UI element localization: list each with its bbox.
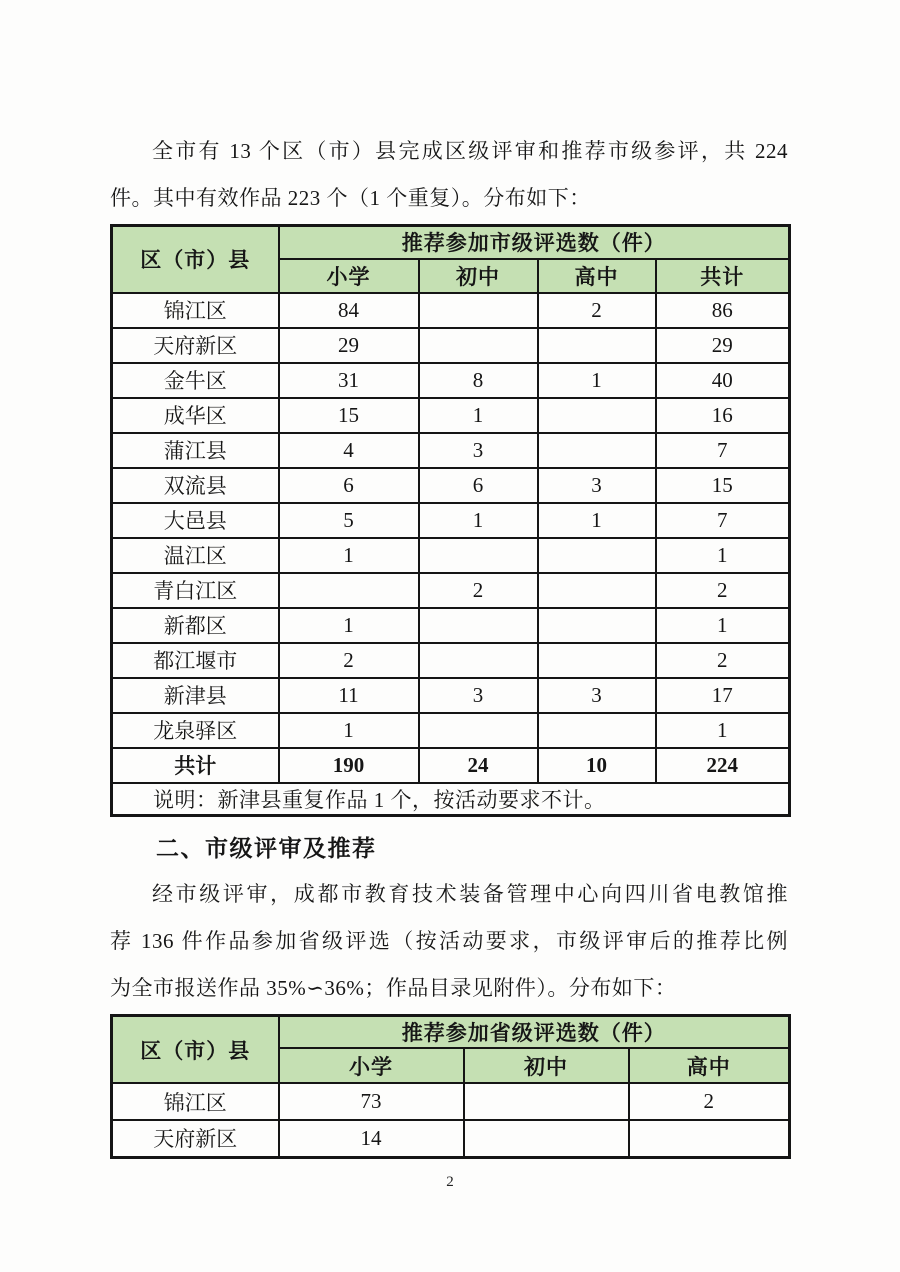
table-row <box>112 1083 790 1120</box>
value-cell: 29 <box>656 328 790 363</box>
value-cell: 1 <box>419 398 538 433</box>
table-row <box>112 328 790 363</box>
page-number: 2 <box>446 1174 454 1190</box>
value-cell: 86 <box>656 293 790 328</box>
group-header-cell: 推荐参加省级评选数（件） <box>279 1016 790 1049</box>
provincial-table-header <box>112 1016 790 1084</box>
value-cell <box>538 713 656 748</box>
value-cell: 6 <box>279 468 419 503</box>
value-cell <box>279 573 419 608</box>
value-cell: 2 <box>538 293 656 328</box>
paragraph-section2 <box>110 871 788 1012</box>
column-header-primary: 小学 <box>279 259 419 293</box>
municipal-recommendation-table <box>110 224 791 817</box>
table-row <box>112 293 790 328</box>
value-cell: 2 <box>629 1083 790 1120</box>
municipal-table-footer <box>112 748 790 816</box>
total-label-cell: 共计 <box>112 748 279 783</box>
total-row <box>112 748 790 783</box>
table-row <box>112 538 790 573</box>
value-cell: 1 <box>656 608 790 643</box>
district-name-cell: 天府新区 <box>112 328 279 363</box>
value-cell: 15 <box>656 468 790 503</box>
value-cell: 7 <box>656 433 790 468</box>
value-cell: 1 <box>279 713 419 748</box>
value-cell <box>419 328 538 363</box>
table-row <box>112 363 790 398</box>
table-row <box>112 1120 790 1157</box>
page-content <box>110 128 788 1159</box>
value-cell <box>629 1120 790 1157</box>
group-header-cell: 推荐参加市级评选数（件） <box>279 226 790 259</box>
table-row <box>112 678 790 713</box>
paragraph-intro <box>110 128 788 222</box>
district-name-cell: 新都区 <box>112 608 279 643</box>
district-name-cell: 双流县 <box>112 468 279 503</box>
value-cell <box>419 538 538 573</box>
value-cell: 7 <box>656 503 790 538</box>
value-cell <box>419 643 538 678</box>
value-cell <box>538 643 656 678</box>
value-cell: 3 <box>419 678 538 713</box>
total-value-cell: 24 <box>419 748 538 783</box>
value-cell: 15 <box>279 398 419 433</box>
column-header-senior: 高中 <box>629 1048 790 1083</box>
value-cell: 6 <box>419 468 538 503</box>
table-row <box>112 608 790 643</box>
value-cell: 1 <box>279 608 419 643</box>
value-cell: 1 <box>656 713 790 748</box>
value-cell: 2 <box>656 573 790 608</box>
value-cell: 5 <box>279 503 419 538</box>
district-name-cell: 青白江区 <box>112 573 279 608</box>
district-name-cell: 龙泉驿区 <box>112 713 279 748</box>
value-cell <box>538 573 656 608</box>
value-cell: 29 <box>279 328 419 363</box>
value-cell: 40 <box>656 363 790 398</box>
value-cell: 2 <box>279 643 419 678</box>
district-name-cell: 锦江区 <box>112 1083 279 1120</box>
district-name-cell: 锦江区 <box>112 293 279 328</box>
text-line: 为全市报送作品 35%∽36%；作品目录见附件）。分布如下： <box>110 976 677 1000</box>
value-cell: 11 <box>279 678 419 713</box>
table-row <box>112 573 790 608</box>
value-cell <box>538 538 656 573</box>
corner-header-cell: 区（市）县 <box>112 1016 279 1084</box>
value-cell: 4 <box>279 433 419 468</box>
value-cell: 1 <box>538 503 656 538</box>
table-row <box>112 398 790 433</box>
district-name-cell: 都江堰市 <box>112 643 279 678</box>
value-cell: 3 <box>538 678 656 713</box>
district-name-cell: 金牛区 <box>112 363 279 398</box>
value-cell <box>464 1083 629 1120</box>
value-cell <box>538 433 656 468</box>
district-name-cell: 新津县 <box>112 678 279 713</box>
value-cell: 3 <box>538 468 656 503</box>
text-line: 经市级评审，成都市教育技术装备管理中心向四川省电教馆推 <box>152 882 788 906</box>
table-row <box>112 503 790 538</box>
total-value-cell: 224 <box>656 748 790 783</box>
value-cell <box>419 293 538 328</box>
column-header-primary: 小学 <box>279 1048 464 1083</box>
corner-header-cell: 区（市）县 <box>112 226 279 293</box>
value-cell <box>419 608 538 643</box>
district-name-cell: 温江区 <box>112 538 279 573</box>
value-cell: 17 <box>656 678 790 713</box>
district-name-cell: 大邑县 <box>112 503 279 538</box>
value-cell: 2 <box>419 573 538 608</box>
value-cell: 1 <box>656 538 790 573</box>
total-value-cell: 10 <box>538 748 656 783</box>
total-value-cell: 190 <box>279 748 419 783</box>
column-header-junior: 初中 <box>419 259 538 293</box>
note-row <box>112 783 790 816</box>
table-row <box>112 468 790 503</box>
value-cell <box>538 328 656 363</box>
text-line: 件。其中有效作品 223 个（1 个重复）。分布如下： <box>110 186 591 210</box>
table-row <box>112 643 790 678</box>
value-cell <box>419 713 538 748</box>
value-cell: 1 <box>538 363 656 398</box>
district-name-cell: 成华区 <box>112 398 279 433</box>
text-line: 全市有 13 个区（市）县完成区级评审和推荐市级参评，共 224 <box>152 139 788 163</box>
value-cell <box>464 1120 629 1157</box>
section-heading: 二、市级评审及推荐 <box>156 835 377 861</box>
district-name-cell: 天府新区 <box>112 1120 279 1157</box>
value-cell: 3 <box>419 433 538 468</box>
value-cell: 73 <box>279 1083 464 1120</box>
municipal-table-body <box>112 293 790 748</box>
provincial-recommendation-table <box>110 1014 791 1159</box>
value-cell <box>538 398 656 433</box>
value-cell: 8 <box>419 363 538 398</box>
value-cell: 31 <box>279 363 419 398</box>
value-cell: 16 <box>656 398 790 433</box>
table-row <box>112 713 790 748</box>
value-cell: 84 <box>279 293 419 328</box>
value-cell: 1 <box>279 538 419 573</box>
value-cell: 1 <box>419 503 538 538</box>
column-header-junior: 初中 <box>464 1048 629 1083</box>
provincial-table-body <box>112 1083 790 1157</box>
value-cell <box>538 608 656 643</box>
municipal-table-header <box>112 226 790 293</box>
value-cell: 2 <box>656 643 790 678</box>
note-cell: 说明：新津县重复作品 1 个，按活动要求不计。 <box>112 783 790 816</box>
column-header-senior: 高中 <box>538 259 656 293</box>
text-line: 荐 136 件作品参加省级评选（按活动要求，市级评审后的推荐比例 <box>110 929 788 953</box>
district-name-cell: 蒲江县 <box>112 433 279 468</box>
column-header-total: 共计 <box>656 259 790 293</box>
table-row <box>112 433 790 468</box>
value-cell: 14 <box>279 1120 464 1157</box>
